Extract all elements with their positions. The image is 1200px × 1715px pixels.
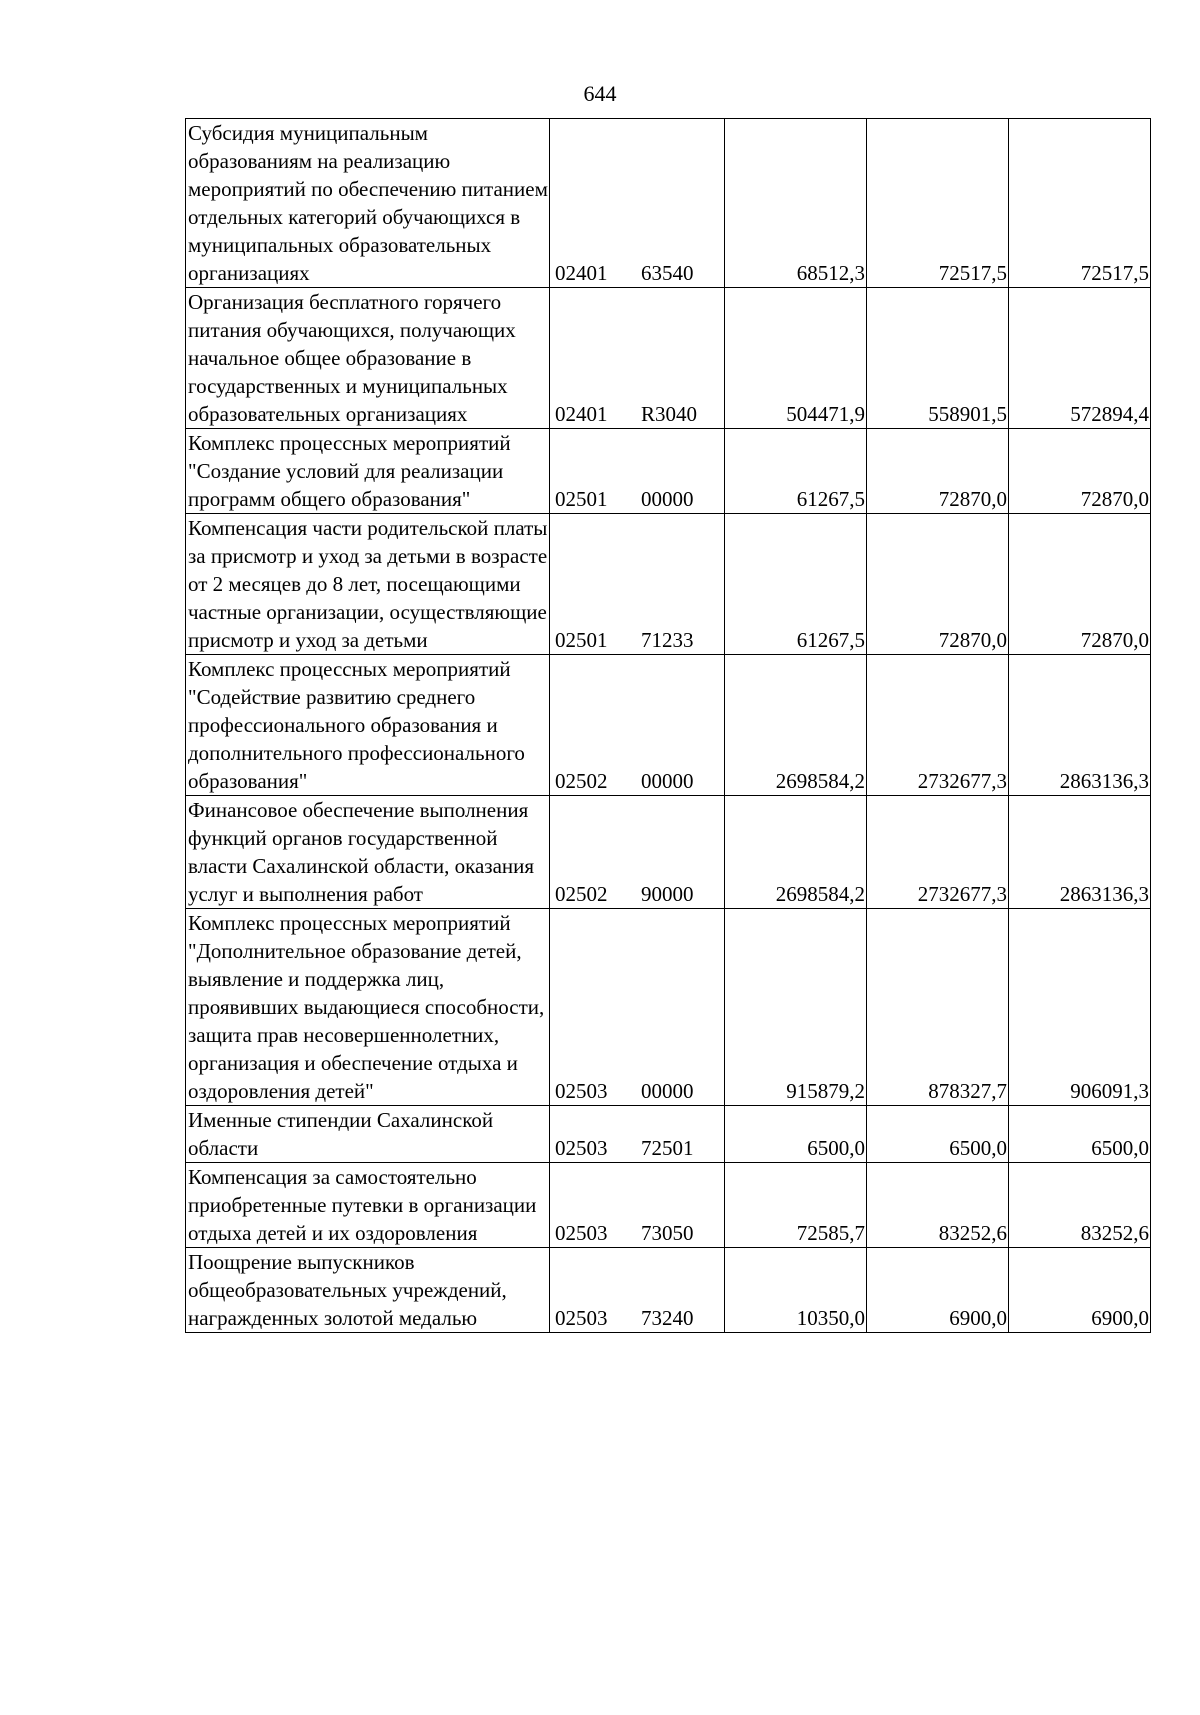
row-value-2 bbox=[867, 1248, 1009, 1333]
row-value-3-text: 72870,0 bbox=[1080, 628, 1149, 652]
row-name-cell bbox=[186, 429, 550, 514]
table-body bbox=[186, 119, 1151, 1333]
row-name-cell bbox=[186, 288, 550, 429]
row-value-1 bbox=[725, 1106, 867, 1163]
table-row bbox=[186, 1248, 1151, 1333]
table-row bbox=[186, 796, 1151, 909]
row-value-1 bbox=[725, 1248, 867, 1333]
row-value-3-text: 572894,4 bbox=[1070, 402, 1149, 426]
row-value-1 bbox=[725, 429, 867, 514]
row-target-code: 63540 bbox=[641, 261, 694, 285]
row-value-2 bbox=[867, 1163, 1009, 1248]
row-name: Организация бесплатного горячего питания обучающихся, получающих начальное общее образование в государственных и муниципальных образовательных организациях bbox=[188, 290, 516, 426]
row-value-2-text: 6500,0 bbox=[949, 1136, 1007, 1160]
row-value-1 bbox=[725, 119, 867, 288]
row-name-cell bbox=[186, 119, 550, 288]
row-value-2-text: 558901,5 bbox=[928, 402, 1007, 426]
row-value-3-text: 83252,6 bbox=[1080, 1221, 1149, 1245]
row-value-3-text: 906091,3 bbox=[1070, 1079, 1149, 1103]
row-value-3 bbox=[1009, 655, 1151, 796]
row-value-3 bbox=[1009, 514, 1151, 655]
row-value-1-text: 61267,5 bbox=[796, 628, 865, 652]
row-code-cell bbox=[550, 514, 725, 655]
row-value-1-text: 6500,0 bbox=[807, 1136, 865, 1160]
row-code-cell bbox=[550, 1163, 725, 1248]
row-name: Комплекс процессных мероприятий "Дополнительное образование детей, выявление и поддержка лиц, проявивших выдающиеся способности, защита прав несовершеннолетних, организация и обеспечение отдыха и оздоровления детей" bbox=[188, 911, 545, 1103]
row-target-code: 71233 bbox=[641, 628, 694, 652]
table-row bbox=[186, 514, 1151, 655]
row-value-3-text: 72517,5 bbox=[1080, 261, 1149, 285]
row-value-1-text: 61267,5 bbox=[796, 487, 865, 511]
row-section-code: 02401 bbox=[555, 402, 608, 426]
row-code-cell bbox=[550, 429, 725, 514]
row-value-3 bbox=[1009, 119, 1151, 288]
row-name-cell bbox=[186, 909, 550, 1106]
row-name: Поощрение выпускников общеобразовательных учреждений, награжденных золотой медалью bbox=[188, 1250, 507, 1330]
row-target-code: 90000 bbox=[641, 882, 694, 906]
row-value-1 bbox=[725, 796, 867, 909]
row-value-1 bbox=[725, 909, 867, 1106]
row-value-2 bbox=[867, 119, 1009, 288]
row-value-2-text: 83252,6 bbox=[938, 1221, 1007, 1245]
row-section-code: 02503 bbox=[555, 1221, 608, 1245]
row-value-3 bbox=[1009, 1163, 1151, 1248]
row-code-cell bbox=[550, 909, 725, 1106]
row-code-cell bbox=[550, 655, 725, 796]
row-section-code: 02502 bbox=[555, 882, 608, 906]
row-section-code: 02501 bbox=[555, 628, 608, 652]
row-value-3-text: 2863136,3 bbox=[1059, 882, 1149, 906]
page-number: 644 bbox=[583, 81, 617, 106]
row-name-cell bbox=[186, 1163, 550, 1248]
row-code-cell bbox=[550, 1106, 725, 1163]
row-value-3 bbox=[1009, 288, 1151, 429]
row-value-3 bbox=[1009, 429, 1151, 514]
row-code-cell bbox=[550, 1248, 725, 1333]
row-name: Компенсация части родительской платы за присмотр и уход за детьми в возрасте от 2 месяцев до 8 лет, посещающими частные организации, осуществляющие присмотр и уход за детьми bbox=[188, 516, 548, 652]
row-name-cell bbox=[186, 1248, 550, 1333]
row-value-3 bbox=[1009, 1248, 1151, 1333]
row-value-2-text: 72517,5 bbox=[938, 261, 1007, 285]
row-value-2 bbox=[867, 796, 1009, 909]
row-value-1 bbox=[725, 514, 867, 655]
row-name: Именные стипендии Сахалинской области bbox=[188, 1108, 494, 1160]
row-value-3 bbox=[1009, 909, 1151, 1106]
row-target-code: 73240 bbox=[641, 1306, 694, 1330]
row-value-1-text: 504471,9 bbox=[786, 402, 865, 426]
row-section-code: 02502 bbox=[555, 769, 608, 793]
row-value-2-text: 6900,0 bbox=[949, 1306, 1007, 1330]
row-name: Субсидия муниципальным образованиям на реализацию мероприятий по обеспечению питанием отдельных категорий обучающихся в муниципальных образовательных организациях bbox=[188, 121, 548, 285]
row-value-2-text: 72870,0 bbox=[938, 487, 1007, 511]
row-value-3-text: 6500,0 bbox=[1091, 1136, 1149, 1160]
row-value-2-text: 2732677,3 bbox=[917, 769, 1007, 793]
row-target-code: 72501 bbox=[641, 1136, 694, 1160]
row-value-1-text: 10350,0 bbox=[796, 1306, 865, 1330]
row-value-2 bbox=[867, 1106, 1009, 1163]
row-value-1-text: 72585,7 bbox=[796, 1221, 865, 1245]
row-code-cell bbox=[550, 288, 725, 429]
row-value-3-text: 2863136,3 bbox=[1059, 769, 1149, 793]
row-target-code: 73050 bbox=[641, 1221, 694, 1245]
row-value-2-text: 878327,7 bbox=[928, 1079, 1007, 1103]
row-value-3-text: 72870,0 bbox=[1080, 487, 1149, 511]
table-row bbox=[186, 429, 1151, 514]
table-row bbox=[186, 288, 1151, 429]
row-name: Компенсация за самостоятельно приобретенные путевки в организации отдыха детей и их оздоровления bbox=[188, 1165, 537, 1245]
row-value-2-text: 72870,0 bbox=[938, 628, 1007, 652]
row-target-code: 00000 bbox=[641, 769, 694, 793]
row-value-1 bbox=[725, 288, 867, 429]
row-target-code: 00000 bbox=[641, 1079, 694, 1103]
row-name-cell bbox=[186, 796, 550, 909]
row-value-3-text: 6900,0 bbox=[1091, 1306, 1149, 1330]
row-value-1-text: 2698584,2 bbox=[775, 769, 865, 793]
budget-table bbox=[185, 118, 1151, 1333]
row-section-code: 02503 bbox=[555, 1306, 608, 1330]
table-row bbox=[186, 1163, 1151, 1248]
row-name-cell bbox=[186, 655, 550, 796]
row-code-cell bbox=[550, 796, 725, 909]
table-row bbox=[186, 1106, 1151, 1163]
row-value-1-text: 68512,3 bbox=[796, 261, 865, 285]
row-section-code: 02501 bbox=[555, 487, 608, 511]
row-value-2 bbox=[867, 514, 1009, 655]
row-value-2 bbox=[867, 909, 1009, 1106]
row-value-2 bbox=[867, 288, 1009, 429]
row-name-cell bbox=[186, 514, 550, 655]
row-value-1 bbox=[725, 655, 867, 796]
table-row bbox=[186, 119, 1151, 288]
row-value-2 bbox=[867, 429, 1009, 514]
row-value-1-text: 915879,2 bbox=[786, 1079, 865, 1103]
row-value-3 bbox=[1009, 796, 1151, 909]
row-name: Финансовое обеспечение выполнения функций органов государственной власти Сахалинской области, оказания услуг и выполнения работ bbox=[188, 798, 535, 906]
row-value-1 bbox=[725, 1163, 867, 1248]
row-value-3 bbox=[1009, 1106, 1151, 1163]
table-row bbox=[186, 655, 1151, 796]
row-value-2-text: 2732677,3 bbox=[917, 882, 1007, 906]
row-value-2 bbox=[867, 655, 1009, 796]
row-name: Комплекс процессных мероприятий "Содействие развитию среднего профессионального образования и дополнительного профессионального образования" bbox=[188, 657, 525, 793]
row-code-cell bbox=[550, 119, 725, 288]
row-name-cell bbox=[186, 1106, 550, 1163]
row-value-1-text: 2698584,2 bbox=[775, 882, 865, 906]
row-section-code: 02503 bbox=[555, 1079, 608, 1103]
row-target-code: R3040 bbox=[641, 402, 698, 426]
row-section-code: 02401 bbox=[555, 261, 608, 285]
row-section-code: 02503 bbox=[555, 1136, 608, 1160]
table-row bbox=[186, 909, 1151, 1106]
row-target-code: 00000 bbox=[641, 487, 694, 511]
row-name: Комплекс процессных мероприятий "Создание условий для реализации программ общего образования" bbox=[188, 431, 511, 511]
